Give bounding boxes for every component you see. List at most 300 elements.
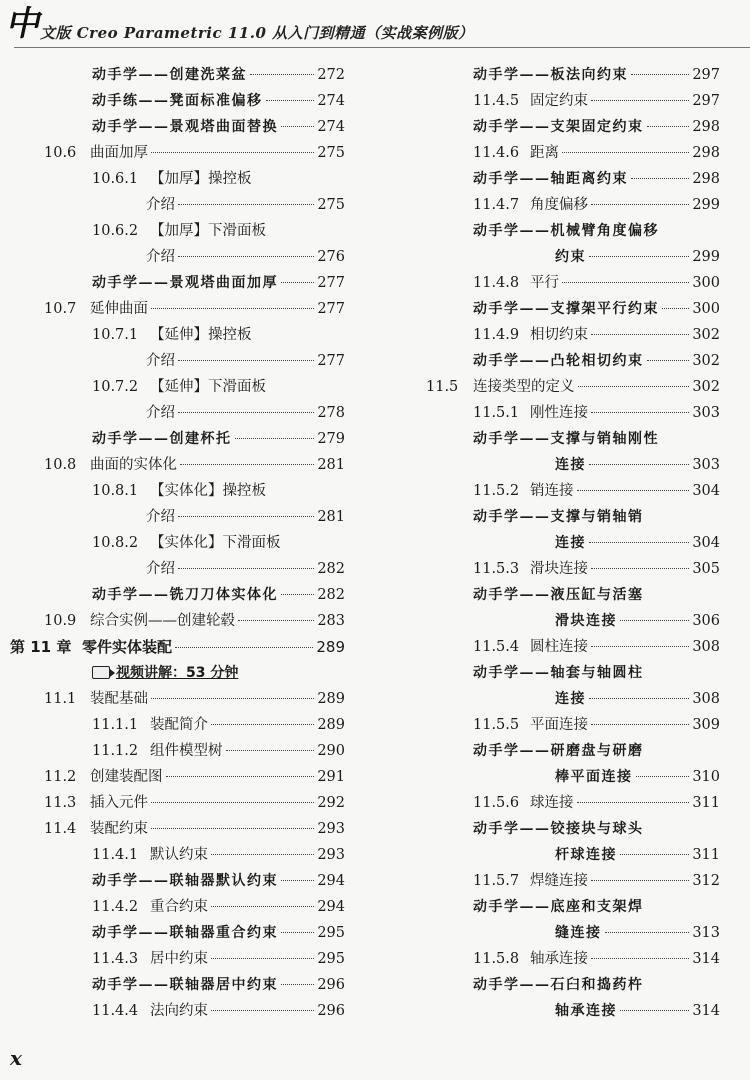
toc-entry-title: 综合实例——创建轮毂 <box>90 613 235 629</box>
toc-page-number: 291 <box>317 769 345 785</box>
toc-entry-number: 11.2 <box>44 769 77 785</box>
toc-entry-title: 角度偏移 <box>530 197 588 213</box>
toc-entry-title: 法向约束 <box>150 1003 208 1019</box>
toc-entry-number: 11.5 <box>426 379 459 395</box>
toc-page-number: 300 <box>692 301 720 317</box>
toc-entry-title: 组件模型树 <box>150 743 223 759</box>
dot-leader <box>281 125 314 127</box>
toc-page-number: 294 <box>317 873 345 889</box>
toc-entry-title: 装配约束 <box>90 821 148 837</box>
toc-entry-title: 曲面的实体化 <box>90 457 177 473</box>
toc-section-entry[interactable] <box>0 816 345 842</box>
toc-section-entry[interactable] <box>410 322 720 348</box>
toc-page-number: 274 <box>317 93 345 109</box>
toc-section-entry[interactable] <box>0 686 345 712</box>
toc-entry-title: 动手学——底座和支架焊 <box>473 899 644 915</box>
toc-example-entry[interactable] <box>410 764 720 790</box>
toc-entry-number: 11.5.6 <box>473 795 520 811</box>
toc-entry-title: 【加厚】下滑面板 <box>150 223 266 239</box>
toc-column-right <box>410 62 720 1024</box>
toc-entry-title: 动手学——铰接块与球头 <box>473 821 644 837</box>
toc-entry-title: 滑块连接 <box>555 613 617 629</box>
video-camera-icon <box>92 666 110 679</box>
toc-page-number: 295 <box>317 925 345 941</box>
toc-page-number: 304 <box>692 483 720 499</box>
toc-entry-title: 介绍 <box>146 405 175 421</box>
toc-section-entry[interactable] <box>410 140 720 166</box>
toc-entry-title: 延伸曲面 <box>90 301 148 317</box>
toc-section-entry[interactable] <box>0 504 345 530</box>
toc-entry-number: 11.4.9 <box>473 327 520 343</box>
toc-entry-number: 10.7.1 <box>92 327 139 343</box>
toc-entry-title: 动手学——支撑架平行约束 <box>473 301 659 317</box>
toc-entry-title: 连接 <box>555 691 586 707</box>
toc-page-number: 313 <box>692 925 720 941</box>
dot-leader <box>562 151 689 153</box>
toc-entry-number: 10.6 <box>44 145 77 161</box>
dot-leader <box>151 151 314 153</box>
toc-page-number: 299 <box>692 197 720 213</box>
toc-entry-title: 连接 <box>555 457 586 473</box>
dot-leader <box>151 801 314 803</box>
toc-entry-title: 杆球连接 <box>555 847 617 863</box>
toc-section-entry[interactable] <box>410 374 720 400</box>
toc-entry-number: 11.5.3 <box>473 561 520 577</box>
toc-entry-title: 销连接 <box>530 483 574 499</box>
toc-entry-title: 动手学——板法向约束 <box>473 67 628 83</box>
toc-example-entry[interactable] <box>0 920 345 946</box>
dot-leader <box>620 619 689 621</box>
toc-entry-title: 滑块连接 <box>530 561 588 577</box>
toc-example-entry[interactable] <box>0 426 345 452</box>
toc-section-entry[interactable] <box>410 790 720 816</box>
toc-section-entry[interactable] <box>0 998 345 1024</box>
toc-section-entry[interactable] <box>0 608 345 634</box>
toc-entry-number: 11.4.5 <box>473 93 520 109</box>
toc-example-entry[interactable] <box>410 348 720 374</box>
toc-example-entry[interactable] <box>410 530 720 556</box>
toc-entry-title: 介绍 <box>146 197 175 213</box>
toc-page-number: 303 <box>692 457 720 473</box>
toc-entry-title: 【实体化】操控板 <box>150 483 266 499</box>
toc-entry-number: 10.7.2 <box>92 379 139 395</box>
toc-section-entry[interactable] <box>0 452 345 478</box>
toc-page-number: 275 <box>317 145 345 161</box>
toc-section-entry[interactable] <box>0 530 345 556</box>
toc-page-number: 299 <box>692 249 720 265</box>
toc-section-entry[interactable] <box>0 842 345 868</box>
dot-leader <box>151 307 314 309</box>
toc-entry-number: 11.5.8 <box>473 951 520 967</box>
toc-entry-title: 平行 <box>530 275 559 291</box>
toc-entry-title: 插入元件 <box>90 795 148 811</box>
toc-entry-title: 动手学——景观塔曲面替换 <box>92 119 278 135</box>
toc-entry-number: 11.1.1 <box>92 717 139 733</box>
toc-entry-title: 连接类型的定义 <box>473 379 575 395</box>
dot-leader <box>620 1009 689 1011</box>
toc-section-entry[interactable] <box>0 218 345 244</box>
toc-page-number: 278 <box>317 405 345 421</box>
toc-page-number: 298 <box>692 145 720 161</box>
toc-page-number: 289 <box>317 717 345 733</box>
toc-section-entry[interactable] <box>0 738 345 764</box>
page-folio: x <box>10 1046 22 1070</box>
dot-leader <box>620 853 689 855</box>
toc-page-number: 298 <box>692 119 720 135</box>
toc-page-number: 277 <box>317 275 345 291</box>
dot-leader <box>577 801 690 803</box>
toc-entry-number: 11.4.3 <box>92 951 139 967</box>
toc-entry-title: 固定约束 <box>530 93 588 109</box>
toc-entry-title: 动手学——研磨盘与研磨 <box>473 743 644 759</box>
toc-section-entry[interactable] <box>410 556 720 582</box>
toc-chapter-entry[interactable] <box>0 634 345 660</box>
toc-entry-title: 动手学——联轴器默认约束 <box>92 873 278 889</box>
dot-leader <box>591 333 689 335</box>
toc-entry-title: 棒平面连接 <box>555 769 633 785</box>
dot-leader <box>562 281 689 283</box>
toc-entry-number: 11.4.2 <box>92 899 139 915</box>
toc-page-number: 281 <box>317 457 345 473</box>
toc-entry-title: 创建装配图 <box>90 769 163 785</box>
toc-entry-number: 10.8.2 <box>92 535 139 551</box>
toc-section-entry[interactable] <box>410 400 720 426</box>
toc-section-entry[interactable] <box>410 712 720 738</box>
toc-page-number: 304 <box>692 535 720 551</box>
toc-section-entry[interactable] <box>410 634 720 660</box>
toc-entry-title: 刚性连接 <box>530 405 588 421</box>
dot-leader <box>178 255 314 257</box>
toc-section-entry[interactable] <box>0 764 345 790</box>
dot-leader <box>238 619 314 621</box>
toc-page-number: 282 <box>317 561 345 577</box>
dot-leader <box>211 1009 314 1011</box>
dot-leader <box>589 255 689 257</box>
dot-leader <box>211 723 314 725</box>
toc-entry-number: 10.7 <box>44 301 77 317</box>
toc-page-number: 310 <box>692 769 720 785</box>
dot-leader <box>591 567 689 569</box>
toc-column-left <box>0 62 345 1024</box>
toc-entry-title: 介绍 <box>146 249 175 265</box>
toc-entry-title: 动手学——支架固定约束 <box>473 119 644 135</box>
toc-entry-number: 11.5.7 <box>473 873 520 889</box>
dot-leader <box>175 646 313 648</box>
toc-entry-title: 介绍 <box>146 561 175 577</box>
toc-page-number: 279 <box>317 431 345 447</box>
dot-leader <box>178 411 314 413</box>
toc-example-entry[interactable] <box>410 166 720 192</box>
dot-leader <box>281 983 314 985</box>
toc-example-entry[interactable] <box>410 686 720 712</box>
dot-leader <box>591 879 689 881</box>
toc-entry-number: 11.4.8 <box>473 275 520 291</box>
dot-leader <box>647 125 690 127</box>
dot-leader <box>589 697 689 699</box>
toc-example-entry[interactable] <box>410 114 720 140</box>
toc-page-number: 293 <box>317 847 345 863</box>
toc-page-number: 298 <box>692 171 720 187</box>
dot-leader <box>178 359 314 361</box>
toc-section-entry[interactable] <box>0 946 345 972</box>
toc-section-entry[interactable] <box>0 894 345 920</box>
toc-entry-title: 平面连接 <box>530 717 588 733</box>
dot-leader <box>662 307 689 309</box>
toc-page-number: 277 <box>317 301 345 317</box>
dot-leader <box>211 905 314 907</box>
toc-entry-title: 动手练——凳面标准偏移 <box>92 93 263 109</box>
toc-example-entry[interactable] <box>0 868 345 894</box>
toc-entry-number: 10.6.2 <box>92 223 139 239</box>
toc-entry-title: 轴承连接 <box>530 951 588 967</box>
toc-entry-number: 11.4.1 <box>92 847 139 863</box>
toc-entry-title: 【实体化】下滑面板 <box>150 535 281 551</box>
toc-section-entry[interactable] <box>0 244 345 270</box>
dot-leader <box>151 697 314 699</box>
toc-entry-title: 动手学——景观塔曲面加厚 <box>92 275 278 291</box>
toc-section-entry[interactable] <box>0 322 345 348</box>
toc-page-number: 295 <box>317 951 345 967</box>
toc-entry-number: 11.1.2 <box>92 743 139 759</box>
toc-example-entry[interactable] <box>410 608 720 634</box>
dot-leader <box>591 411 689 413</box>
toc-section-entry[interactable] <box>0 790 345 816</box>
toc-example-entry[interactable] <box>0 582 345 608</box>
page-header <box>0 0 750 50</box>
dot-leader <box>178 203 314 205</box>
toc-example-entry[interactable] <box>410 504 720 530</box>
toc-entry-title: 曲面加厚 <box>90 145 148 161</box>
toc-page-number: 311 <box>692 847 720 863</box>
toc-entry-title: 介绍 <box>146 353 175 369</box>
toc-section-entry[interactable] <box>0 140 345 166</box>
toc-example-entry[interactable] <box>410 62 720 88</box>
toc-entry-title: 动手学——机械臂角度偏移 <box>473 223 659 239</box>
dot-leader <box>577 489 690 491</box>
toc-entry-number: 11.1 <box>44 691 77 707</box>
toc-page-number: 277 <box>317 353 345 369</box>
toc-page-number: 303 <box>692 405 720 421</box>
toc-entry-title: 球连接 <box>530 795 574 811</box>
toc-section-entry[interactable] <box>0 348 345 374</box>
dot-leader <box>266 99 315 101</box>
toc-entry-title: 【延伸】下滑面板 <box>150 379 266 395</box>
dot-leader <box>180 463 314 465</box>
toc-example-entry[interactable] <box>410 894 720 920</box>
toc-page-number: 308 <box>692 691 720 707</box>
toc-page-number: 293 <box>317 821 345 837</box>
dot-leader <box>178 515 314 517</box>
dot-leader <box>281 593 314 595</box>
dot-leader <box>226 749 315 751</box>
toc-entry-title: 动手学——创建洗菜盆 <box>92 67 247 83</box>
toc-page-number: 294 <box>317 899 345 915</box>
toc-section-entry[interactable] <box>410 270 720 296</box>
toc-entry-number: 11.4.7 <box>473 197 520 213</box>
dot-leader <box>647 359 690 361</box>
toc-example-entry[interactable] <box>410 660 720 686</box>
toc-example-entry[interactable] <box>410 998 720 1024</box>
toc-entry-number: 10.8 <box>44 457 77 473</box>
toc-entry-title: 动手学——石臼和捣药杵 <box>473 977 644 993</box>
toc-page-number: 297 <box>692 93 720 109</box>
header-divider <box>14 47 750 48</box>
dot-leader <box>250 73 314 75</box>
toc-example-entry[interactable] <box>410 816 720 842</box>
dot-leader <box>151 827 314 829</box>
toc-page-number: 297 <box>692 67 720 83</box>
toc-section-entry[interactable] <box>410 868 720 894</box>
toc-page-number: 308 <box>692 639 720 655</box>
toc-section-entry[interactable] <box>0 374 345 400</box>
toc-page-number: 302 <box>692 353 720 369</box>
toc-page-number: 274 <box>317 119 345 135</box>
toc-entry-title: 装配基础 <box>90 691 148 707</box>
toc-page-number: 276 <box>317 249 345 265</box>
toc-section-entry[interactable] <box>0 400 345 426</box>
toc-entry-number: 11.5.2 <box>473 483 520 499</box>
toc-page-number: 305 <box>692 561 720 577</box>
toc-example-entry[interactable] <box>410 972 720 998</box>
toc-page-number: 311 <box>692 795 720 811</box>
toc-page-number: 302 <box>692 379 720 395</box>
toc-entry-title: 动手学——液压缸与活塞 <box>473 587 644 603</box>
toc-entry-title: 圆柱连接 <box>530 639 588 655</box>
toc-page-number: 282 <box>317 587 345 603</box>
toc-entry-number: 10.8.1 <box>92 483 139 499</box>
dot-leader <box>211 853 314 855</box>
toc-entry-number: 11.5.5 <box>473 717 520 733</box>
toc-entry-number: 10.6.1 <box>92 171 139 187</box>
dot-leader <box>178 567 314 569</box>
toc-entry-title: 动手学——轴距离约束 <box>473 171 628 187</box>
toc-entry-title: 动手学——联轴器居中约束 <box>92 977 278 993</box>
toc-section-entry[interactable] <box>0 712 345 738</box>
toc-page-number: 314 <box>692 1003 720 1019</box>
dot-leader <box>166 775 315 777</box>
toc-section-entry[interactable] <box>410 478 720 504</box>
toc-entry-number: 11.4.6 <box>473 145 520 161</box>
dot-leader <box>235 437 315 439</box>
toc-entry-number: 11.5.4 <box>473 639 520 655</box>
toc-entry-number: 11.3 <box>44 795 77 811</box>
toc-entry-number: 11.4 <box>44 821 77 837</box>
toc-entry-title: 动手学——凸轮相切约束 <box>473 353 644 369</box>
toc-section-entry[interactable] <box>0 556 345 582</box>
header-logo-glyph: 中 <box>3 4 47 44</box>
header-title: 文版 Creo Parametric 11.0 从入门到精通（实战案例版） <box>40 24 474 42</box>
toc-page-number: 289 <box>316 638 345 656</box>
toc-example-entry[interactable] <box>410 296 720 322</box>
toc-section-entry[interactable] <box>410 946 720 972</box>
toc-page-number: 314 <box>692 951 720 967</box>
toc-example-entry[interactable] <box>410 426 720 452</box>
toc-section-entry[interactable] <box>0 192 345 218</box>
dot-leader <box>591 645 689 647</box>
toc-entry-title: 【延伸】操控板 <box>150 327 252 343</box>
dot-leader <box>591 203 689 205</box>
toc-example-entry[interactable] <box>0 88 345 114</box>
toc-entry-title: 【加厚】操控板 <box>150 171 252 187</box>
toc-page-number: 292 <box>317 795 345 811</box>
toc-entry-number: 11.5.1 <box>473 405 520 421</box>
toc-page-number: 289 <box>317 691 345 707</box>
dot-leader <box>281 931 314 933</box>
toc-page-number: 296 <box>317 977 345 993</box>
toc-entry-title: 轴承连接 <box>555 1003 617 1019</box>
toc-entry-title: 动手学——铣刀刀体实体化 <box>92 587 278 603</box>
toc-example-entry[interactable] <box>410 920 720 946</box>
toc-page-number: 296 <box>317 1003 345 1019</box>
dot-leader <box>591 99 689 101</box>
toc-entry-title: 连接 <box>555 535 586 551</box>
toc-entry-title: 动手学——创建杯托 <box>92 431 232 447</box>
toc-entry-title: 装配简介 <box>150 717 208 733</box>
toc-section-entry[interactable] <box>0 166 345 192</box>
toc-example-entry[interactable] <box>410 842 720 868</box>
toc-page-number: 281 <box>317 509 345 525</box>
toc-entry-title: 动手学——联轴器重合约束 <box>92 925 278 941</box>
toc-entry-title: 重合约束 <box>150 899 208 915</box>
dot-leader <box>631 177 689 179</box>
toc-entry-title: 居中约束 <box>150 951 208 967</box>
dot-leader <box>281 281 314 283</box>
toc-entry-title: 缝连接 <box>555 925 602 941</box>
toc-page-number: 306 <box>692 613 720 629</box>
toc-entry-number: 11.4.4 <box>92 1003 139 1019</box>
toc-entry-title: 默认约束 <box>150 847 208 863</box>
dot-leader <box>589 463 689 465</box>
toc-entry-title: 零件实体装配 <box>82 638 173 656</box>
toc-example-entry[interactable] <box>0 114 345 140</box>
dot-leader <box>281 879 314 881</box>
toc-entry-number: 10.9 <box>44 613 77 629</box>
toc-example-entry[interactable] <box>410 738 720 764</box>
toc-example-entry[interactable] <box>0 270 345 296</box>
toc-entry-title: 介绍 <box>146 509 175 525</box>
toc-example-entry[interactable] <box>410 452 720 478</box>
toc-example-entry[interactable] <box>410 244 720 270</box>
toc-example-entry[interactable] <box>0 62 345 88</box>
toc-page-number: 290 <box>317 743 345 759</box>
toc-entry-title: 动手学——支撑与销轴刚性 <box>473 431 659 447</box>
toc-page-number: 312 <box>692 873 720 889</box>
dot-leader <box>578 385 690 387</box>
dot-leader <box>591 957 689 959</box>
dot-leader <box>589 541 689 543</box>
toc-page-number: 272 <box>317 67 345 83</box>
dot-leader <box>211 957 314 959</box>
toc-page-number: 309 <box>692 717 720 733</box>
toc-page-number: 300 <box>692 275 720 291</box>
toc-example-entry[interactable] <box>0 972 345 998</box>
toc-example-entry[interactable] <box>410 582 720 608</box>
toc-section-entry[interactable] <box>0 296 345 322</box>
toc-example-entry[interactable] <box>410 218 720 244</box>
toc-section-entry[interactable] <box>410 88 720 114</box>
dot-leader <box>605 931 690 933</box>
dot-leader <box>636 775 690 777</box>
toc-entry-title: 焊缝连接 <box>530 873 588 889</box>
toc-page-number: 283 <box>317 613 345 629</box>
dot-leader <box>591 723 689 725</box>
toc-page-number: 302 <box>692 327 720 343</box>
video-lecture-row <box>0 660 345 686</box>
toc-section-entry[interactable] <box>0 478 345 504</box>
toc-section-entry[interactable] <box>410 192 720 218</box>
dot-leader <box>631 73 689 75</box>
toc-entry-title: 动手学——轴套与轴圆柱 <box>473 665 644 681</box>
